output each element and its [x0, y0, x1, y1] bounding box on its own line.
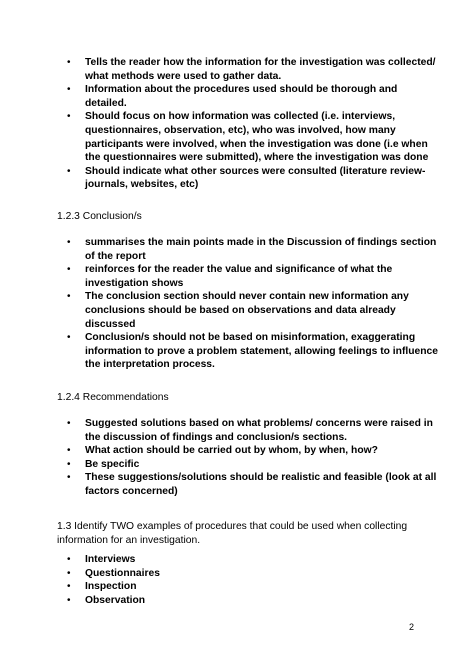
- bullet-icon: •: [67, 554, 71, 565]
- bullet-icon: •: [67, 291, 71, 303]
- list-item-line: the interpretation process.: [85, 359, 215, 371]
- list-item-line: Be specific: [85, 458, 140, 470]
- bullet-icon: •: [67, 418, 71, 429]
- list-item: [0, 567, 404, 581]
- bullet-icon: •: [67, 581, 71, 593]
- recommendations-bullet-list: [0, 417, 437, 499]
- list-item: [0, 236, 437, 263]
- list-item-line: The conclusion section should never contain new information any: [85, 291, 409, 303]
- section-heading-conclusions: 1.2.3 Conclusion/s: [57, 211, 142, 222]
- list-item-line: Tells the reader how the information for the investigation was collected/: [85, 57, 436, 68]
- list-item-line: These suggestions/solutions should be realistic and feasible (look at all: [85, 472, 437, 484]
- list-item: [0, 290, 409, 331]
- list-item-line: reinforces for the reader the value and significance of what the: [85, 264, 393, 276]
- question-heading-line: 1.3 Identify TWO examples of procedures that could be used when collecting: [57, 521, 408, 532]
- list-item-line: participants were involved, when the investigation was done (i.e when: [85, 138, 428, 150]
- bullet-icon: •: [67, 237, 71, 248]
- list-item: [0, 263, 404, 290]
- bullet-icon: •: [67, 445, 71, 457]
- bullet-icon: •: [67, 57, 71, 68]
- list-item: [0, 553, 404, 567]
- list-item-line: factors concerned): [85, 485, 178, 497]
- list-item: [0, 165, 426, 192]
- section-heading-recommendations: 1.2.4 Recommendations: [57, 392, 169, 403]
- list-item-line: Information about the procedures used should be thorough and: [85, 84, 398, 96]
- list-item-line: conclusions should be based on observations and data already: [85, 304, 396, 316]
- list-item-line: summarises the main points made in the Discussion of findings section: [85, 237, 437, 248]
- list-item-line: investigation shows: [85, 277, 184, 289]
- conclusions-bullet-list: [0, 236, 438, 372]
- list-item-line: questionnaires, observation, etc), who was involved, how many: [85, 124, 396, 136]
- bullet-icon: •: [67, 567, 71, 579]
- list-item: [0, 580, 404, 594]
- list-item-line: what methods were used to gather data.: [85, 70, 282, 82]
- list-item: [0, 56, 436, 83]
- list-item-line: detailed.: [85, 97, 127, 109]
- list-item-line: Interviews: [85, 554, 136, 565]
- procedures-bullet-list: [0, 553, 404, 607]
- list-item-line: Inspection: [85, 581, 137, 593]
- list-item-line: of the report: [85, 250, 146, 262]
- list-item: [0, 110, 429, 164]
- list-item: [0, 83, 404, 110]
- bullet-icon: •: [67, 594, 71, 606]
- list-item-line: What action should be carried out by whom, by when, how?: [85, 445, 378, 457]
- bullet-icon: •: [67, 264, 71, 276]
- list-item: [0, 331, 438, 372]
- bullet-icon: •: [67, 165, 71, 177]
- list-item-line: Conclusion/s should not be based on misinformation, exaggerating: [85, 332, 416, 344]
- list-item-line: the discussion of findings and conclusion/s sections.: [85, 431, 348, 443]
- list-item-line: Should focus on how information was collected (i.e. interviews,: [85, 111, 396, 123]
- list-item: [0, 471, 437, 498]
- bullet-icon: •: [67, 458, 71, 470]
- list-item: [0, 458, 404, 472]
- page-number: 2: [409, 622, 415, 632]
- list-item-line: Should indicate what other sources were consulted (literature review-: [85, 165, 426, 177]
- question-heading-procedures: [57, 520, 407, 547]
- list-item: [0, 444, 404, 458]
- list-item-line: Suggested solutions based on what problems/ concerns were raised in: [85, 418, 433, 429]
- list-item-line: journals, websites, etc): [85, 179, 199, 191]
- list-item: [0, 417, 433, 444]
- methods-bullet-list: [0, 56, 436, 192]
- list-item-line: Observation: [85, 594, 146, 606]
- list-item-line: information to prove a problem statement, allowing feelings to influence: [85, 345, 438, 357]
- bullet-icon: •: [67, 332, 71, 344]
- bullet-icon: •: [67, 472, 71, 484]
- list-item-line: Questionnaires: [85, 567, 160, 579]
- question-heading-line: information for an investigation.: [57, 534, 201, 546]
- bullet-icon: •: [67, 84, 71, 96]
- list-item-line: the questionnaires were submitted), where the investigation was done: [85, 152, 429, 164]
- list-item: [0, 594, 404, 608]
- bullet-icon: •: [67, 111, 71, 123]
- list-item-line: discussed: [85, 318, 136, 330]
